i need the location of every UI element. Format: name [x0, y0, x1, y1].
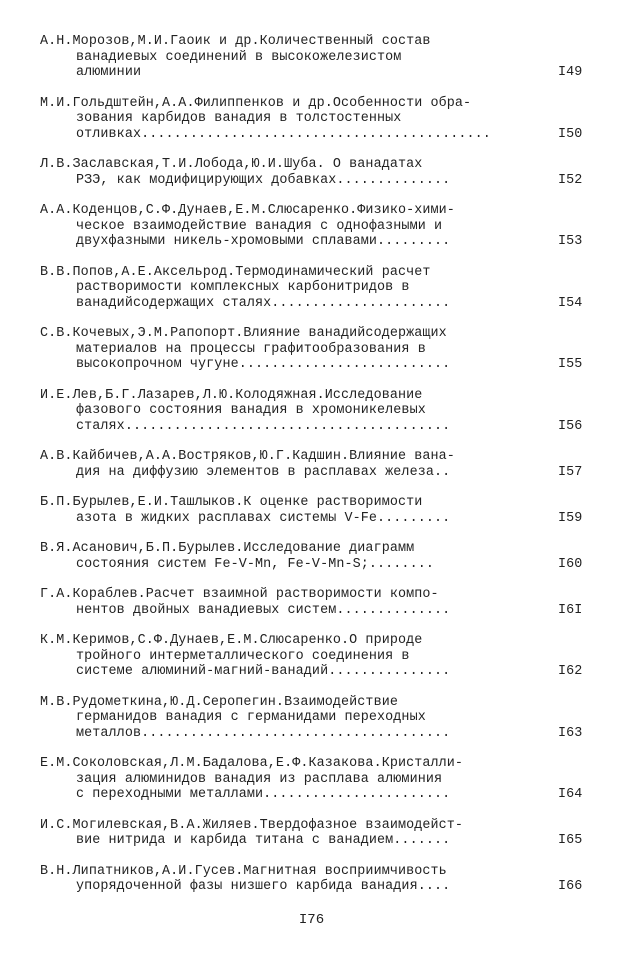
entry-title-continuation-line: металлов......................................: [76, 725, 451, 741]
entry-title-continuation-line: состояния систем Fe-V-Mn, Fe-V-Mn-S;........: [76, 556, 434, 572]
entry-title-continuation-line: азота в жидких расплавах системы V-Fe.........: [76, 510, 451, 526]
entry-author-title-line: А.В.Кайбичев,А.А.Востряков,Ю.Г.Кадшин.Влияние вана-: [40, 449, 455, 464]
entry-title-continuation-line: фазового состояния ванадия в хромоникелевых: [76, 403, 426, 418]
entry-page-number: I6I: [558, 602, 583, 618]
entry-title-continuation-line: ческое взаимодействие ванадия с однофазными и: [76, 218, 443, 234]
entry-title-continuation-line: высокопрочном чугуне..........................: [76, 357, 451, 372]
entry-page-number: I50: [558, 126, 583, 142]
entry-page-number: I52: [558, 172, 583, 188]
contents-entry: [40, 818, 600, 849]
entry-title-continuation-line: дия на диффузию элементов в расплавах железа..: [76, 464, 451, 480]
contents-entry: [40, 96, 600, 143]
entry-author-title-line: Л.В.Заславская,Т.И.Лобода,Ю.И.Шуба. О ванадатах: [40, 157, 423, 172]
entry-author-title-line: И.Е.Лев,Б.Г.Лазарев,Л.Ю.Колодяжная.Исследование: [40, 387, 423, 403]
entry-page-number: I56: [558, 418, 583, 434]
entry-title-continuation-line: ванадиевых соединений в высокожелезистом: [76, 49, 402, 65]
entry-author-title-line: И.С.Могилевская,В.А.Жиляев.Твердофазное взаимодейст-: [40, 817, 464, 833]
entry-title-continuation-line: упорядоченной фазы низшего карбида ванадия....: [76, 879, 451, 894]
entry-page-number: I55: [558, 357, 583, 372]
contents-entry: [40, 864, 600, 895]
entry-title-continuation-line: сталях........................................: [76, 418, 451, 434]
entry-page-number: I53: [558, 234, 583, 249]
entry-page-number: I59: [558, 510, 583, 526]
contents-entry: [40, 587, 600, 618]
entry-author-title-line: М.И.Гольдштейн,А.А.Филиппенков и др.Особенности обра-: [40, 95, 472, 111]
entry-title-continuation-line: системе алюминий-магний-ванадий...............: [76, 664, 451, 679]
entry-author-title-line: А.А.Коденцов,С.Ф.Дунаев,Е.М.Слюсаренко.Физико-хими-: [40, 203, 455, 218]
entry-author-title-line: Б.П.Бурылев,Е.И.Ташлыков.К оценке растворимости: [40, 495, 423, 510]
contents-entry: [40, 326, 600, 373]
entry-author-title-line: М.В.Рудометкина,Ю.Д.Серопегин.Взаимодействие: [40, 694, 398, 710]
entry-title-continuation-line: алюминии: [76, 65, 142, 80]
page-number: I76: [298, 912, 325, 928]
entry-author-title-line: А.Н.Морозов,М.И.Гаоик и др.Количественный состав: [40, 34, 431, 49]
entry-title-continuation-line: РЗЭ, как модифицирующих добавках..............: [76, 172, 451, 188]
entry-title-continuation-line: тройного интерметаллического соединения в: [76, 648, 410, 664]
entry-title-continuation-line: ванадийсодержащих сталях......................: [76, 295, 451, 311]
entry-page-number: I64: [558, 787, 583, 802]
entry-title-continuation-line: зация алюминидов ванадия из расплава алюминия: [76, 771, 443, 787]
entry-title-continuation-line: зования карбидов ванадия в толстостенных: [76, 111, 402, 126]
entry-title-continuation-line: германидов ванадия с германидами переходных: [76, 710, 426, 725]
contents-entry: [40, 695, 600, 742]
entry-page-number: I60: [558, 556, 583, 572]
contents-list: [40, 34, 600, 910]
entry-page-number: I66: [558, 879, 583, 894]
entry-title-continuation-line: нентов двойных ванадиевых систем..............: [76, 602, 451, 618]
entry-title-continuation-line: растворимости комплексных карбонитридов в: [76, 280, 410, 295]
contents-entry: [40, 157, 600, 188]
entry-page-number: I57: [558, 464, 583, 480]
entry-author-title-line: В.Н.Липатников,А.И.Гусев.Магнитная восприимчивость: [40, 863, 447, 879]
entry-author-title-line: В.Я.Асанович,Б.П.Бурылев.Исследование диаграмм: [40, 541, 415, 556]
entry-author-title-line: К.М.Керимов,С.Ф.Дунаев,Е.М.Слюсаренко.О природе: [40, 633, 423, 648]
entry-title-continuation-line: с переходными металлами.......................: [76, 787, 451, 802]
contents-entry: [40, 633, 600, 680]
contents-entry: [40, 449, 600, 480]
contents-entry: [40, 203, 600, 250]
entry-author-title-line: С.В.Кочевых,Э.М.Рапопорт.Влияние ванадийсодержащих: [40, 326, 447, 341]
contents-entry: [40, 541, 600, 572]
entry-title-continuation-line: двухфазными никель-хромовыми сплавами.........: [76, 234, 451, 249]
contents-entry: [40, 756, 600, 803]
entry-title-continuation-line: материалов на процессы графитообразования в: [76, 341, 426, 357]
contents-entry: [40, 495, 600, 526]
entry-author-title-line: В.В.Попов,А.Е.Аксельрод.Термодинамический расчет: [40, 264, 431, 280]
entry-title-continuation-line: вие нитрида и карбида титана с ванадием.......: [76, 833, 451, 848]
entry-author-title-line: Е.М.Соколовская,Л.М.Бадалова,Е.Ф.Казакова.Кристалли-: [40, 756, 464, 771]
entry-title-continuation-line: отливках...........................................: [76, 126, 491, 142]
entry-page-number: I63: [558, 725, 583, 741]
contents-entry: [40, 388, 600, 435]
entry-page-number: I49: [558, 65, 583, 80]
contents-entry: [40, 265, 600, 312]
entry-page-number: I54: [558, 295, 583, 311]
entry-page-number: I65: [558, 833, 583, 848]
entry-author-title-line: Г.А.Кораблев.Расчет взаимной растворимости компо-: [40, 587, 439, 602]
contents-entry: [40, 34, 600, 81]
entry-page-number: I62: [558, 664, 583, 679]
